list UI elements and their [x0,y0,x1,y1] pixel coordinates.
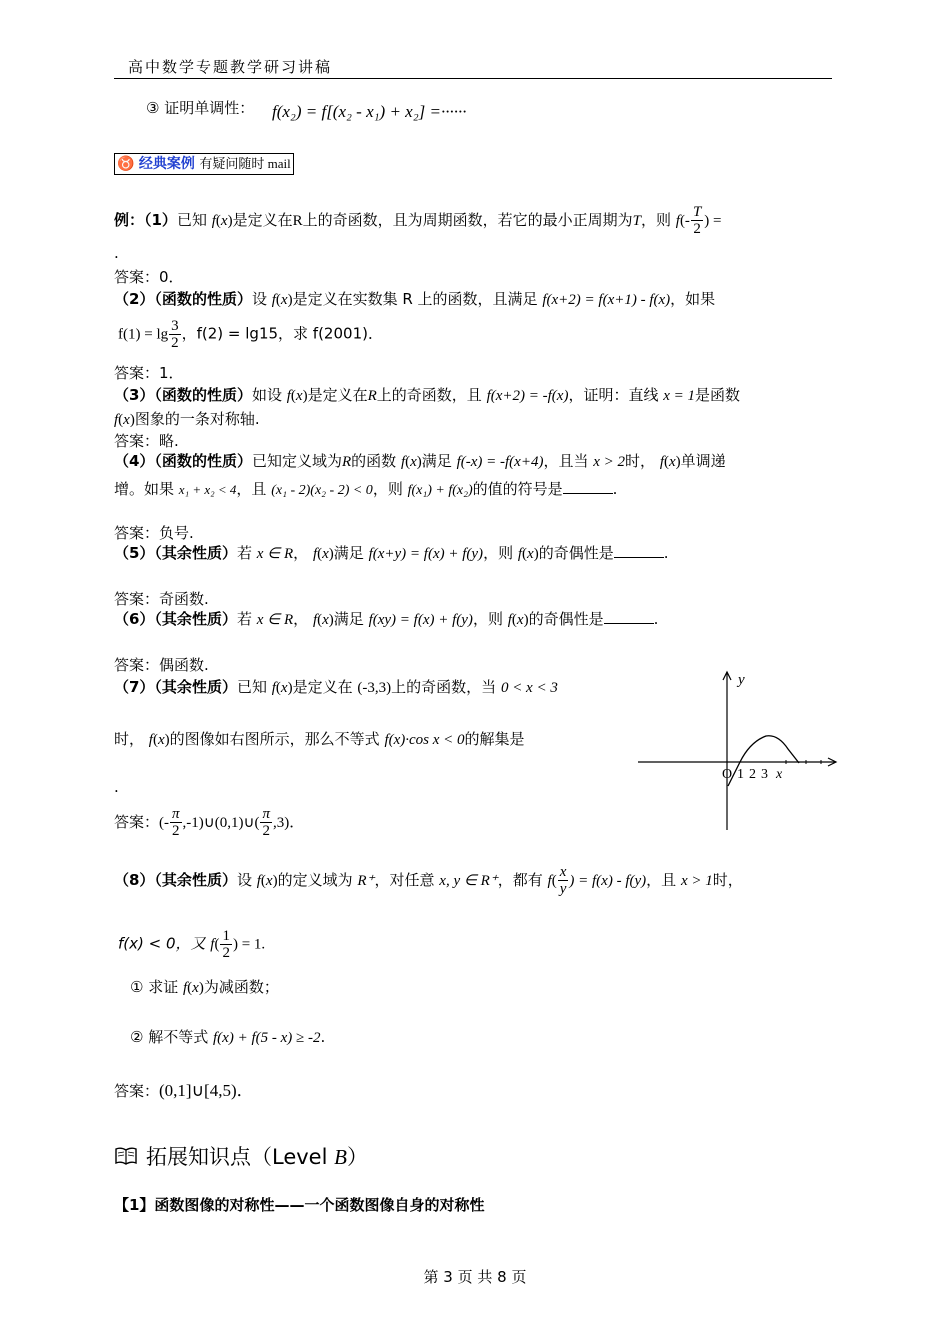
problem-7: （7）（其余性质）已知 f(x)是定义在 (-3,3)上的奇函数，当 0 < x < 3 [114,678,558,696]
problem-4: （4）（函数的性质）已知定义域为R的函数 f(x)满足 f(-x) = -f(x+4)，且当 x > 2时， f(x)单调递 [114,452,726,470]
x-axis-label: x [776,767,783,782]
tick-label-2: 2 [749,767,756,782]
problem-3: （3）（函数的性质）如设 f(x)是定义在R上的奇函数，且 f(x+2) = -f(x)，证明：直线 x = 1是函数 [114,386,741,404]
problem-1-tail: . [114,244,119,262]
section-level: B [334,1145,347,1169]
step3-label: ③ 证明单调性： [146,99,255,117]
problem-7-line2: 时， f(x)的图像如右图所示，那么不等式 f(x)·cos x < 0的解集是 [114,730,525,748]
problem-6: （6）（其余性质）若 x ∈ R， f(x)满足 f(xy) = f(x) + f(y)，则 f(x)的奇偶性是 . [114,610,659,628]
answer-7: 答案：(- $\frac{\pi}{2}$ ,-1)∪(0,1)∪( $\frac{\pi}{2}$ ,3)． [114,806,305,839]
function-graph [636,664,846,834]
problem-8-item-2: ② 解不等式 f(x) + f(5 - x) ≥ -2. [130,1028,326,1046]
step3-formula: f(x₂) = f[(x₂ - x₁) + x₂] =······ [272,102,467,121]
subsection-title: 【1】函数图像的对称性——一个函数图像自身的对称性 [114,1196,485,1214]
problem-8: （8）（其余性质）设 f(x)的定义域为 R⁺，对任意 x, y ∈ R⁺，都有 f( $\frac{x}{y}$ ) = f(x) - f(y)，且 x > 1时， [114,864,743,897]
problem-3-line2: f(x)图象的一条对称轴. [114,410,260,428]
blank-5 [614,545,664,558]
problem-4-line2: 增。如果 x₁ + x₂ < 4，且 (x₁ - 2)(x₂ - 2) < 0，则 f(x₁) + f(x₂)的值的符号是 . [114,480,618,498]
blank-4 [563,481,613,494]
case-box [114,153,294,175]
page-footer: 第 3 页 共 8 页 [423,1268,527,1286]
problem-7-tail: . [114,778,119,796]
case-box-title: 经典案例 [138,156,195,172]
answer-3: 答案：略. [114,432,179,450]
answer-8: 答案：(0,1]∪[4,5)． [114,1081,254,1100]
problem-8-item-1: ① 求证 f(x)为减函数； [130,978,279,996]
book-icon [114,1146,138,1166]
y-axis-label: y [738,672,745,688]
case-box-note: 有疑问随时 mail [199,156,291,171]
taurus-icon: ♉ [117,156,135,172]
tick-label-1: 1 [737,767,744,782]
answer-2: 答案：1． [114,364,184,382]
blank-6 [604,611,654,624]
page-header: 高中数学专题教学研习讲稿 [128,58,333,76]
section-title: 拓展知识点（Level [146,1145,335,1169]
tick-label-3: 3 [761,767,768,782]
fraction-T-2: $\frac{T}{2}$ [692,204,702,237]
section-heading: 拓展知识点（Level B） [114,1141,368,1171]
problem-2: （2）（函数的性质）设 f(x)是定义在实数集 R 上的函数，且满足 f(x+2) = f(x+1) - f(x)，如果 [114,290,716,308]
problem-5: （5）（其余性质）若 x ∈ R， f(x)满足 f(x+y) = f(x) + f(y)，则 f(x)的奇偶性是 . [114,544,669,562]
header-rule [114,78,832,79]
answer-1: 答案：0． [114,268,184,286]
answer-5: 答案：奇函数. [114,590,209,608]
answer-4: 答案：负号. [114,524,194,542]
answer-6: 答案：偶函数. [114,656,209,674]
problem-2-line2: f(1) = lg $\frac{3}{2}$ ，f(2) = lg15，求 f(2001)． [118,318,383,351]
problem-8-line2: f(x) < 0，又 f( $\frac{1}{2}$ ) = 1. [118,928,266,961]
problem-1: 例：（1）已知 f(x)是定义在R上的奇函数，且为周期函数，若它的最小正周期为T，则 f(- $\frac{T}{2}$ ) = [114,204,722,237]
tick-label-origin: O [722,767,733,782]
